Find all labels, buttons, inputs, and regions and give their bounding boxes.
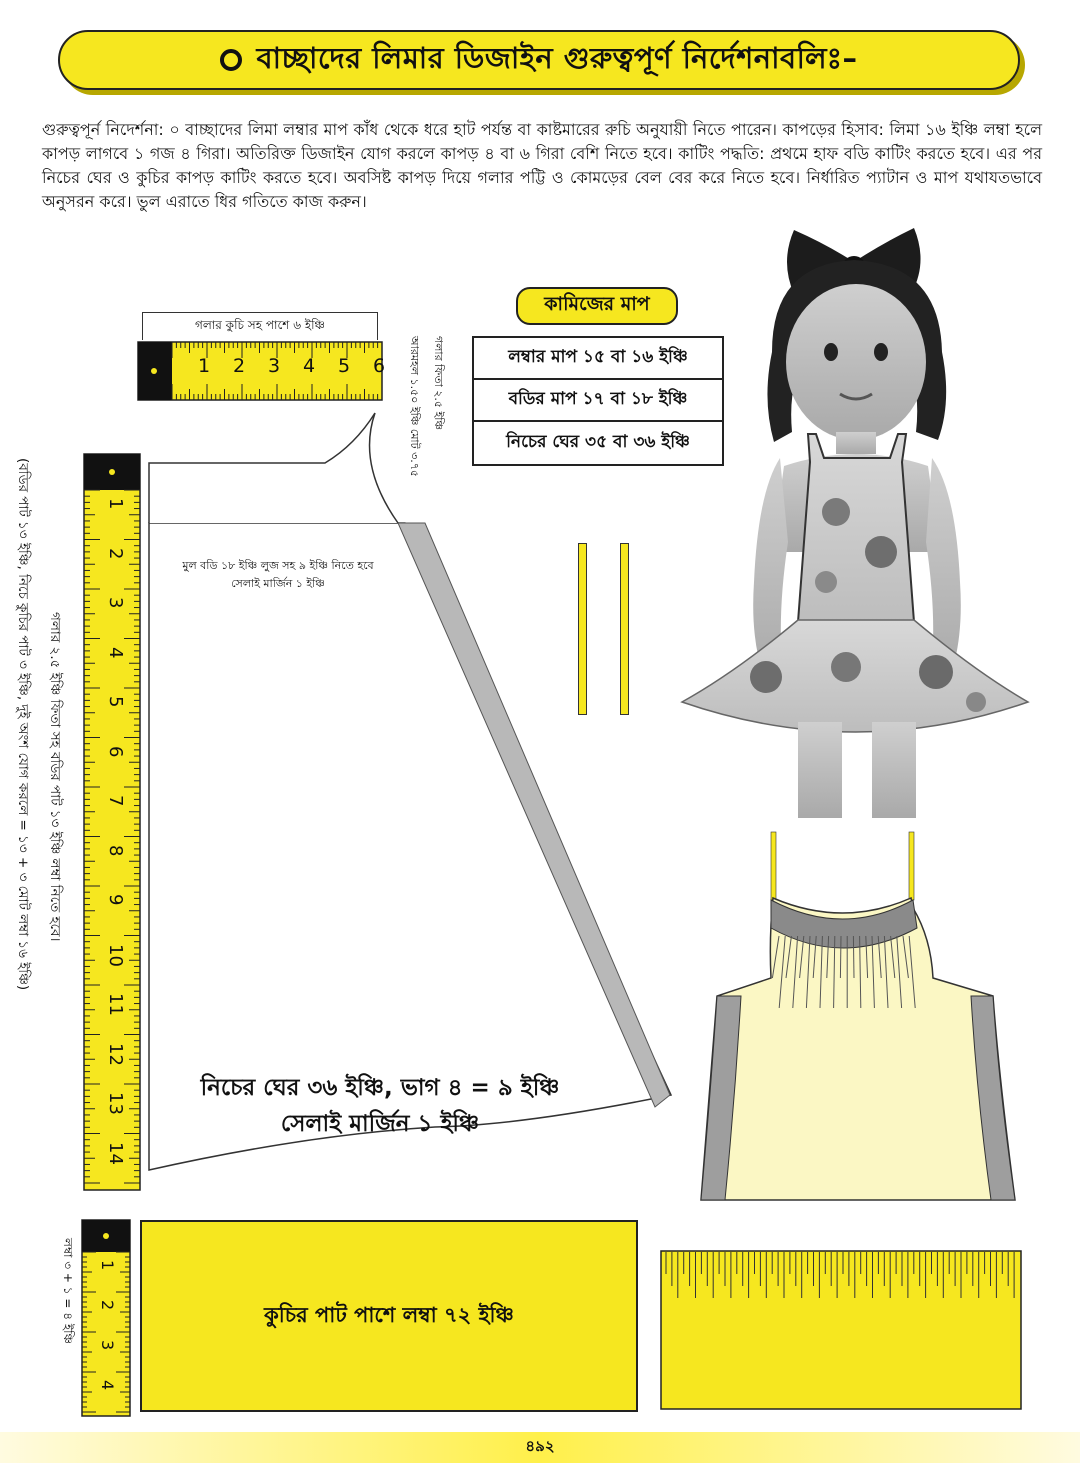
- measurement-chart-title: কামিজের মাপ: [516, 287, 678, 325]
- page-title-banner: [58, 30, 1020, 90]
- ruler-number: 10: [105, 943, 126, 967]
- girl-photo: [676, 222, 1032, 822]
- side-note-2: গলার ২.৫ ইঞ্চি ফিতা সহ বডির পাট ১৩ ইঞ্চি লম্বা নিতে হবে।: [47, 612, 63, 942]
- ruler-number: 4: [303, 355, 316, 377]
- gathered-ruffle-icon: [660, 1250, 1022, 1410]
- ruler-number: 2: [233, 355, 246, 377]
- hem-note-line2: সেলাই মার্জিন ১ ইঞ্চি: [280, 1111, 480, 1137]
- ruler-number: 4: [105, 646, 126, 658]
- ruler-number: 3: [268, 355, 281, 377]
- ruler-number: 6: [373, 355, 386, 377]
- ruler-number: 7: [105, 795, 126, 807]
- armhole-label-2: আরমহল ১.৫০ ইঞ্চি মোট ৩.৭৫: [408, 336, 421, 478]
- instructions-paragraph: গুরুত্বপূর্ন নিদের্শনা: ০ বাচ্ছাদের লিমা লম্বার মাপ কাঁধ থেকে ধরে হাট পর্যন্ত বা কাষ্টমারের রুচি অনুযায়ী নিতে পারেন। কাপড়ের হিসাব: লিমা ১৬ ইঞ্চি লম্বা হলে কাপড় লাগবে ১ গজ ৪ গিরা। অতিরিক্ত ডিজাইন যোগ করলে কাপড় ৪ বা ৬ গিরা বেশি নিতে হবে। কাটিং পদ্ধতি: প্রথমে হাফ বডি কাটিং করতে হবে। এর পর নিচের ঘের ও কুচির কাপড় কাটিং করতে হবে। অবসিষ্ট কাপড় দিয়ে গলার পট্টি ও কোমড়ের বেল বের করে নিতে হবে। নির্ধারিত প্যাটান ও মাপ যথাযতভাবে অনুসরন করে। ভুল এরাতে ধির গতিতে কাজ করুন।: [42, 120, 1042, 211]
- ruler-number: 5: [338, 355, 351, 377]
- measure-body: বডির মাপ ১৭ বা ১৮ ইঞ্চি: [474, 380, 722, 422]
- ruler-number: 12: [105, 1042, 126, 1066]
- ruffle-label: কুচির পাট পাশে লম্বা ৭২ ইঞ্চি: [264, 1302, 514, 1327]
- neck-width-label: গলার কুচি সহ পাশে ৬ ইঞ্চি: [142, 312, 378, 340]
- ruler-number: 6: [105, 745, 126, 757]
- ruler-number: 3: [105, 597, 126, 609]
- strap-piece-right: [620, 543, 629, 715]
- strap-piece-left: [578, 543, 587, 715]
- ruffle-height-label: লম্বা ৩ + ১ = ৪ ইঞ্চি: [61, 1238, 75, 1345]
- ruler-number: 14: [105, 1141, 126, 1165]
- body-note-line1: মুল বডি ১৮ ইঞ্চি লুজ সহ ৯ ইঞ্চি নিতে হবে: [182, 559, 374, 572]
- side-note-1: (বডির পাট ১৩ ইঞ্চি, নিচে কুচির পাট ৩ ইঞ্চি, দুই অংশ যোগ করলে = ১৩ + ৩ মোট লম্বা ১৬ ইঞ্চি): [15, 458, 31, 991]
- ruler-number: 1: [198, 355, 211, 377]
- ruler-number: 13: [105, 1092, 126, 1115]
- hem-note-line1: নিচের ঘের ৩৬ ইঞ্চি, ভাগ ৪ = ৯ ইঞ্চি: [200, 1075, 560, 1101]
- page-number: ৪৯২: [525, 1437, 555, 1455]
- measure-length: লম্বার মাপ ১৫ বা ১৬ ইঞ্চি: [474, 338, 722, 380]
- measure-hem: নিচের ঘের ৩৫ বা ৩৬ ইঞ্চি: [506, 432, 690, 452]
- ruler-number: 4: [98, 1380, 117, 1391]
- side-tape-measure-icon: [82, 452, 144, 1194]
- ruler-number: 11: [105, 993, 126, 1016]
- armhole-label-1: গলার ফিতা ২.৫ ইঞ্চি: [432, 336, 445, 431]
- circle-bullet-icon: [220, 49, 242, 71]
- ruler-number: 1: [98, 1260, 117, 1271]
- body-note-line2: সেলাই মার্জিন ১ ইঞ্চি: [231, 577, 325, 590]
- page-footer: [0, 1432, 1080, 1463]
- ruler-number: 2: [105, 547, 126, 559]
- ruler-number: 8: [105, 844, 126, 856]
- ruler-number: 2: [98, 1300, 117, 1311]
- ruler-number: 5: [105, 696, 126, 708]
- dress-illustration-icon: [695, 828, 1025, 1216]
- ruler-number: 1: [105, 498, 126, 510]
- ruler-number: 3: [98, 1340, 117, 1351]
- page-title: বাচ্ছাদের লিমার ডিজাইন গুরুত্বপূর্ণ নির্দেশনাবলিঃ–: [256, 40, 858, 75]
- ruffle-panel: [140, 1220, 638, 1412]
- ruler-number: 9: [105, 894, 126, 906]
